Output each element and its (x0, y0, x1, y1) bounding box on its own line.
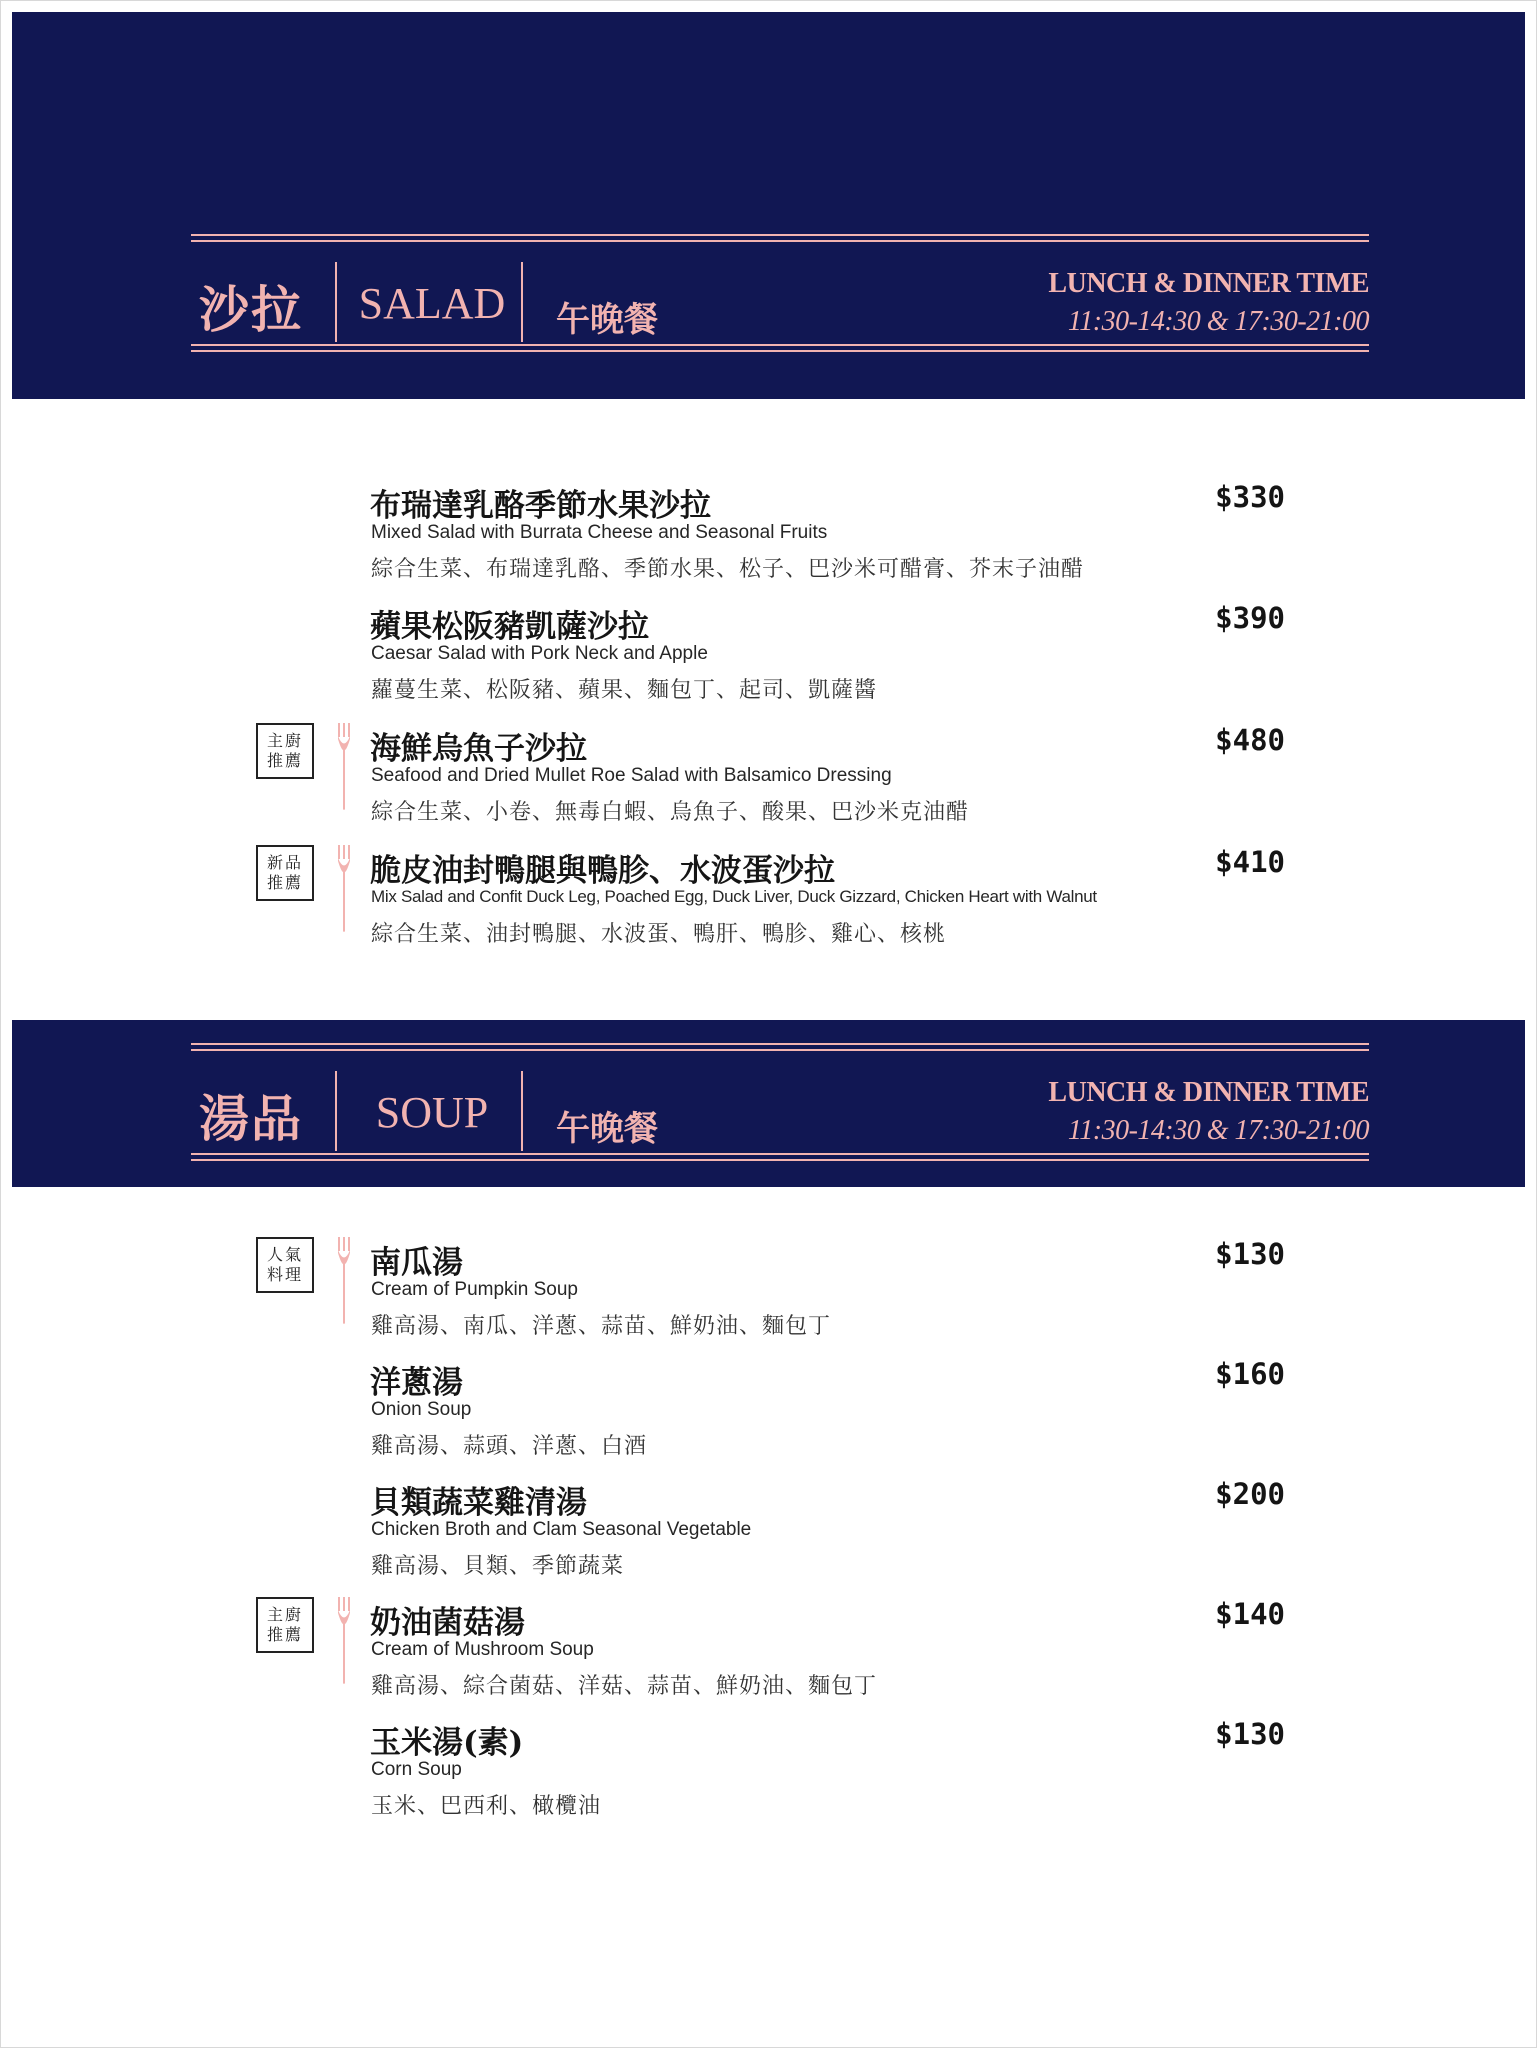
item-name: 奶油菌菇湯 (370, 1605, 525, 1641)
item-description-zh: 綜合生菜、布瑞達乳酪、季節水果、松子、巴沙米可醋膏、芥末子油醋 (371, 557, 1085, 582)
menu-item (266, 723, 1290, 833)
menu-item (370, 601, 1290, 711)
section-title-zh: 沙拉 (199, 280, 303, 339)
chef-recommend-badge (256, 723, 314, 779)
section-title-en: SALAD (358, 279, 506, 328)
header-rule-bottom (191, 1153, 1369, 1161)
badge-text: 主廚推薦 (266, 731, 303, 770)
soup-header (179, 1043, 1369, 1161)
item-name: 蘋果松阪豬凱薩沙拉 (370, 609, 649, 645)
header-rule-top (191, 234, 1369, 242)
item-name: 脆皮油封鴨腿與鴨胗、水波蛋沙拉 (370, 853, 835, 889)
item-price: $130 (1215, 1237, 1285, 1271)
item-description-en: Seafood and Dried Mullet Roe Salad with Balsamico Dressing (371, 765, 892, 786)
fork-icon (337, 845, 351, 933)
item-description-en: Cream of Mushroom Soup (371, 1639, 594, 1660)
header-rule-bottom (191, 344, 1369, 352)
item-name: 海鮮烏魚子沙拉 (370, 731, 587, 767)
item-description-en: Chicken Broth and Clam Seasonal Vegetable (371, 1519, 752, 1540)
item-description-zh: 雞高湯、貝類、季節蔬菜 (371, 1554, 625, 1579)
chef-recommend-badge (256, 1597, 314, 1653)
item-price: $140 (1215, 1597, 1285, 1631)
soup-header-band (12, 1020, 1525, 1187)
header-divider (335, 262, 337, 342)
item-description-en: Mix Salad and Confit Duck Leg, Poached Egg, Duck Liver, Duck Gizzard, Chicken Heart with Walnut (371, 887, 1097, 906)
menu-item (370, 480, 1290, 590)
item-name: 洋蔥湯 (370, 1365, 463, 1401)
salad-header-band (12, 12, 1525, 399)
item-description-en: Corn Soup (371, 1759, 462, 1780)
item-description-en: Cream of Pumpkin Soup (371, 1279, 578, 1300)
fork-icon (337, 1237, 351, 1325)
menu-item (370, 1357, 1290, 1467)
new-item-badge (256, 845, 314, 901)
header-divider (335, 1071, 337, 1151)
item-description-en: Mixed Salad with Burrata Cheese and Seasonal Fruits (371, 522, 828, 543)
item-name: 貝類蔬菜雞清湯 (370, 1485, 587, 1521)
menu-item (370, 1477, 1290, 1587)
menu-item (266, 1597, 1290, 1707)
badge-text: 新品推薦 (266, 853, 303, 892)
header-rule-top (191, 1043, 1369, 1051)
item-name: 南瓜湯 (370, 1245, 463, 1281)
item-price: $200 (1215, 1477, 1285, 1511)
item-description-en: Caesar Salad with Pork Neck and Apple (371, 643, 708, 664)
salad-header (179, 234, 1369, 352)
item-price: $130 (1215, 1717, 1285, 1751)
time-value: 11:30-14:30 & 17:30-21:00 (1067, 306, 1369, 337)
item-description-zh: 雞高湯、南瓜、洋蔥、蒜苗、鮮奶油、麵包丁 (371, 1314, 832, 1339)
menu-item (370, 1717, 1290, 1827)
item-description-zh: 雞高湯、綜合菌菇、洋菇、蒜苗、鮮奶油、麵包丁 (371, 1674, 878, 1699)
time-label: LUNCH & DINNER TIME (1048, 268, 1369, 299)
popular-dish-badge (256, 1237, 314, 1293)
item-description-zh: 雞高湯、蒜頭、洋蔥、白酒 (371, 1434, 648, 1459)
item-name: 布瑞達乳酪季節水果沙拉 (370, 488, 711, 524)
badge-text: 人氣料理 (266, 1245, 303, 1284)
item-description-zh: 玉米、巴西利、橄欖油 (371, 1794, 602, 1819)
fork-icon (337, 723, 351, 811)
item-price: $330 (1215, 480, 1285, 514)
item-description-en: Onion Soup (371, 1399, 472, 1420)
item-description-zh: 綜合生菜、油封鴨腿、水波蛋、鴨肝、鴨胗、雞心、核桃 (371, 922, 947, 947)
item-name: 玉米湯(素) (370, 1725, 524, 1761)
section-title-en: SOUP (375, 1088, 489, 1137)
meal-label: 午晚餐 (556, 300, 658, 340)
time-label: LUNCH & DINNER TIME (1048, 1077, 1369, 1108)
item-price: $160 (1215, 1357, 1285, 1391)
time-value: 11:30-14:30 & 17:30-21:00 (1067, 1115, 1369, 1146)
item-price: $390 (1215, 601, 1285, 635)
item-price: $410 (1215, 845, 1285, 879)
header-divider (521, 1071, 523, 1151)
item-description-zh: 蘿蔓生菜、松阪豬、蘋果、麵包丁、起司、凱薩醬 (371, 678, 878, 703)
menu-item (266, 845, 1290, 955)
section-title-zh: 湯品 (199, 1089, 303, 1148)
badge-text: 主廚推薦 (266, 1605, 303, 1644)
menu-item (266, 1237, 1290, 1347)
item-description-zh: 綜合生菜、小卷、無毒白蝦、烏魚子、酸果、巴沙米克油醋 (371, 800, 970, 825)
fork-icon (337, 1597, 351, 1685)
meal-label: 午晚餐 (556, 1109, 658, 1149)
item-price: $480 (1215, 723, 1285, 757)
header-divider (521, 262, 523, 342)
